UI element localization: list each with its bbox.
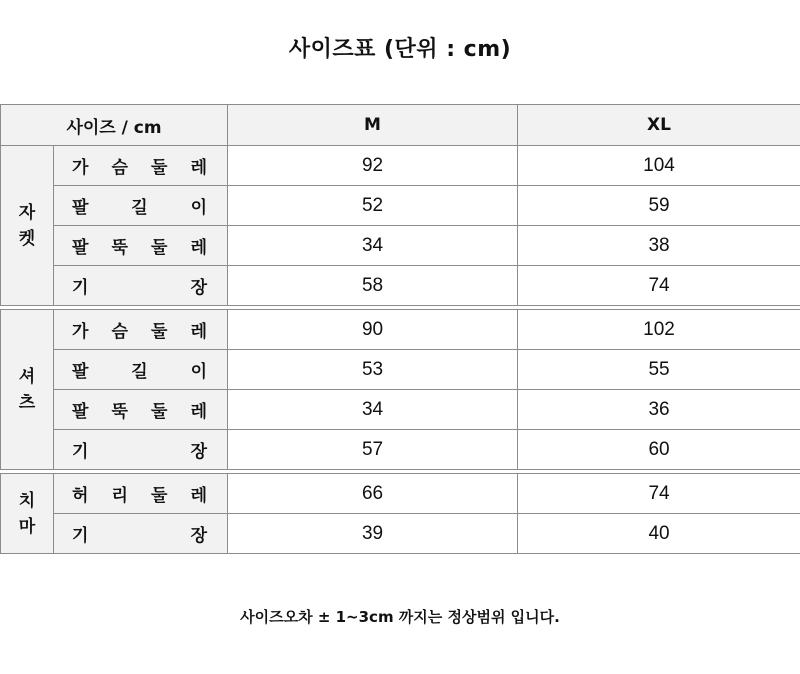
size-xl-header: XL — [518, 105, 800, 146]
value-m: 34 — [228, 390, 518, 430]
tolerance-note: 사이즈오차 ± 1~3cm 까지는 정상범위 입니다. — [240, 608, 560, 626]
table-row — [1, 266, 800, 306]
size-unit-header: 사이즈 / cm — [1, 105, 228, 146]
value-m: 34 — [228, 226, 518, 266]
value-xl: 36 — [518, 390, 800, 430]
value-m: 39 — [228, 514, 518, 554]
table-row — [1, 474, 800, 514]
row-label: 팔 뚝 둘 레 — [54, 390, 228, 430]
value-xl: 74 — [518, 474, 800, 514]
table-row — [1, 390, 800, 430]
table-row — [1, 186, 800, 226]
value-m: 58 — [228, 266, 518, 306]
value-m: 92 — [228, 146, 518, 186]
value-xl: 74 — [518, 266, 800, 306]
table-row — [1, 430, 800, 470]
value-m: 90 — [228, 310, 518, 350]
value-xl: 60 — [518, 430, 800, 470]
row-label: 팔 길 이 — [54, 186, 228, 226]
table-row — [1, 226, 800, 266]
row-label: 가 슴 둘 레 — [54, 310, 228, 350]
value-xl: 40 — [518, 514, 800, 554]
size-table — [0, 104, 800, 554]
table-row — [1, 146, 800, 186]
size-m-header: M — [228, 105, 518, 146]
value-xl: 59 — [518, 186, 800, 226]
table-row — [1, 350, 800, 390]
value-m: 53 — [228, 350, 518, 390]
group-label-skirt: 치 마 — [1, 474, 54, 554]
value-m: 52 — [228, 186, 518, 226]
table-row — [1, 514, 800, 554]
table-row — [1, 310, 800, 350]
row-label: 기 장 — [54, 430, 228, 470]
group-label-shirt: 셔 츠 — [1, 310, 54, 470]
value-xl: 38 — [518, 226, 800, 266]
page-title: 사이즈표 (단위 : cm) — [288, 37, 512, 62]
row-label: 허 리 둘 레 — [54, 474, 228, 514]
value-xl: 104 — [518, 146, 800, 186]
row-label: 기 장 — [54, 514, 228, 554]
value-m: 57 — [228, 430, 518, 470]
group-label-jacket: 자 켓 — [1, 146, 54, 306]
value-xl: 55 — [518, 350, 800, 390]
table-header-row — [1, 105, 800, 146]
row-label: 가 슴 둘 레 — [54, 146, 228, 186]
row-label: 팔 길 이 — [54, 350, 228, 390]
value-xl: 102 — [518, 310, 800, 350]
row-label: 팔 뚝 둘 레 — [54, 226, 228, 266]
row-label: 기 장 — [54, 266, 228, 306]
value-m: 66 — [228, 474, 518, 514]
